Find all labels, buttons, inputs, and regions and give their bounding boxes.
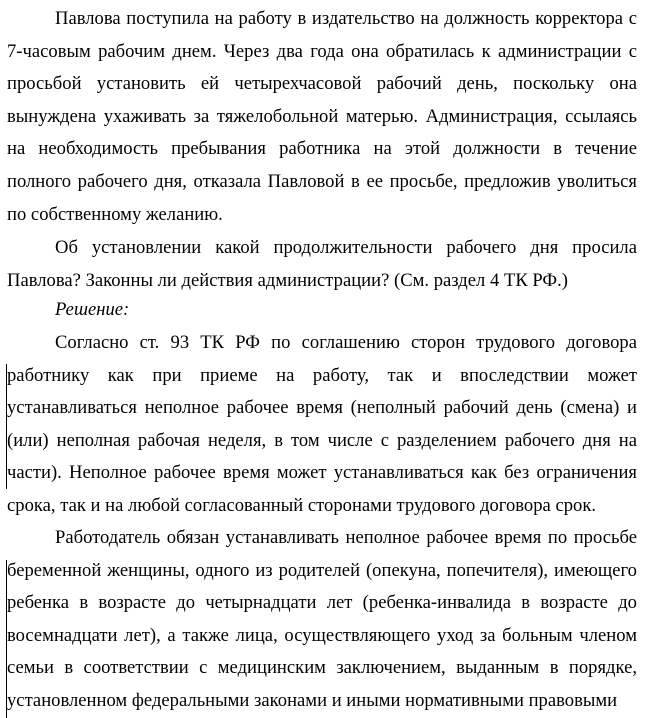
margin-line xyxy=(6,560,7,718)
margin-line xyxy=(6,364,7,489)
solution-paragraph-1: Согласно ст. 93 ТК РФ по соглашению сторон трудового договора работнику как при приеме на работу, так и впоследствии может устанавливаться неполное рабочее время (неполный рабочий день (смена) и (или) неполная рабочая неделя, в том числе с разделением рабочего дня на части). Неполное рабочее время может устанавливаться как без ограничения срока, так и на любой согласованный сторонами трудового договора срок. xyxy=(7,332,637,516)
question-paragraph: Об установлении какой продолжительности рабочего дня просила Павлова? Законны ли действия администрации? (См. раздел 4 ТК РФ.) xyxy=(7,237,637,291)
task-paragraph: Павлова поступила на работу в издательство на должность корректора с 7-часовым рабочим днем. Через два года она обратилась к администрации с просьбой установить ей четырехчасовой рабочий день, поскольку она вынуждена ухаживать за тяжелобольной матерью. Администрация, ссылаясь на необходимость пребывания работника на этой должности в течение полного рабочего дня, отказала Павловой в ее просьбе, предложив уволиться по собственному желанию. xyxy=(7,8,637,225)
solution-paragraph-2: Работодатель обязан устанавливать неполное рабочее время по просьбе беременной женщины, одного из родителей (опекуна, попечителя), имеющего ребенка в возрасте до четырнадцати лет (ребенка-инвалида в возрасте до восемнадцати лет), а также лица, осуществляющего уход за больным членом семьи в соответствии с медицинским заключением, выданным в порядке, установленном федеральными законами и иными нормативными правовыми xyxy=(7,527,637,711)
solution-heading: Решение: xyxy=(55,299,130,320)
